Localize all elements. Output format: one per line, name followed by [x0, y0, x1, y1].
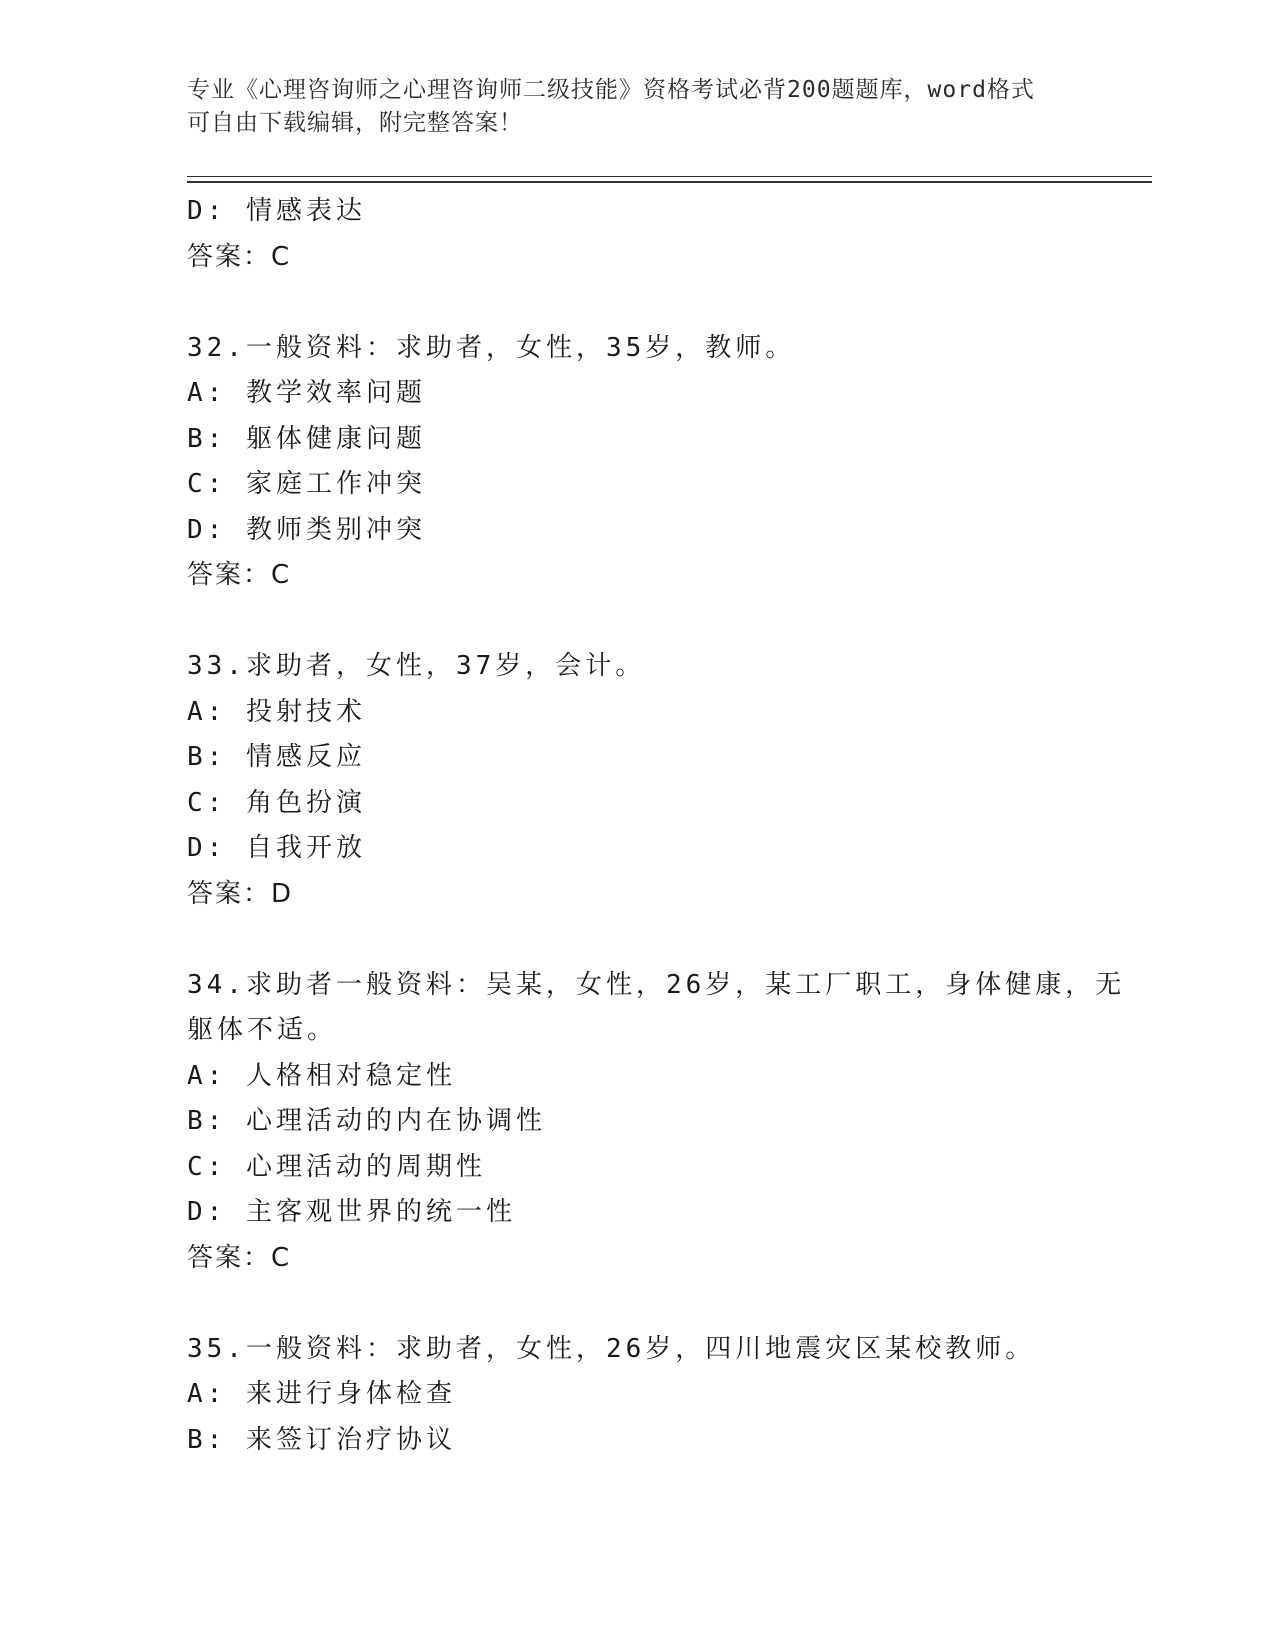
- question-stem-34-continued: 躯体不适。: [187, 1015, 338, 1045]
- question-stem-33: 33.求助者，女性，37岁，会计。: [187, 651, 646, 681]
- question-stem-32: 32.一般资料：求助者，女性，35岁，教师。: [187, 332, 796, 363]
- answer-line: 答案：C: [187, 560, 292, 590]
- option-c: C: 角色扮演: [187, 787, 366, 818]
- header-divider-thin: [187, 176, 1152, 177]
- option-c: C: 家庭工作冲突: [187, 469, 426, 499]
- question-list: [187, 189, 1152, 1463]
- answer-line: 答案：C: [187, 241, 292, 272]
- option-a: A: 教学效率问题: [187, 378, 426, 408]
- option-d: D: 自我开放: [187, 833, 366, 863]
- spacer: [187, 599, 1152, 645]
- option-c: C: 心理活动的周期性: [187, 1151, 486, 1182]
- option-d: D: 教师类别冲突: [187, 514, 426, 545]
- answer-line: 答案：C: [187, 1242, 292, 1273]
- spacer: [187, 917, 1152, 963]
- option-a: A: 来进行身体检查: [187, 1379, 456, 1409]
- option-a: A: 投射技术: [187, 696, 366, 727]
- option-a: A: 人格相对稳定性: [187, 1060, 456, 1091]
- spacer: [187, 1281, 1152, 1327]
- document-header: [187, 74, 1067, 140]
- question-stem-34: 34.求助者一般资料：吴某，女性，26岁，某工厂职工，身体健康，无: [187, 969, 1126, 1000]
- option-b: B: 心理活动的内在协调性: [187, 1106, 546, 1136]
- option-b: B: 情感反应: [187, 742, 366, 772]
- answer-line: 答案：D: [187, 878, 294, 909]
- header-line-1: 专业《心理咨询师之心理咨询师二级技能》资格考试必背200题题库，word格式: [187, 77, 1035, 103]
- document-page: [187, 0, 1152, 1650]
- option-b: B: 躯体健康问题: [187, 423, 426, 454]
- question-stem-35: 35.一般资料：求助者，女性，26岁，四川地震灾区某校教师。: [187, 1333, 1036, 1364]
- spacer: [187, 280, 1152, 326]
- option-b: B: 来签订治疗协议: [187, 1424, 456, 1455]
- option-d: D: 情感表达: [187, 196, 366, 226]
- option-d: D: 主客观世界的统一性: [187, 1197, 516, 1227]
- header-line-2: 可自由下载编辑，附完整答案！: [187, 110, 523, 136]
- header-divider-thick: [187, 181, 1152, 183]
